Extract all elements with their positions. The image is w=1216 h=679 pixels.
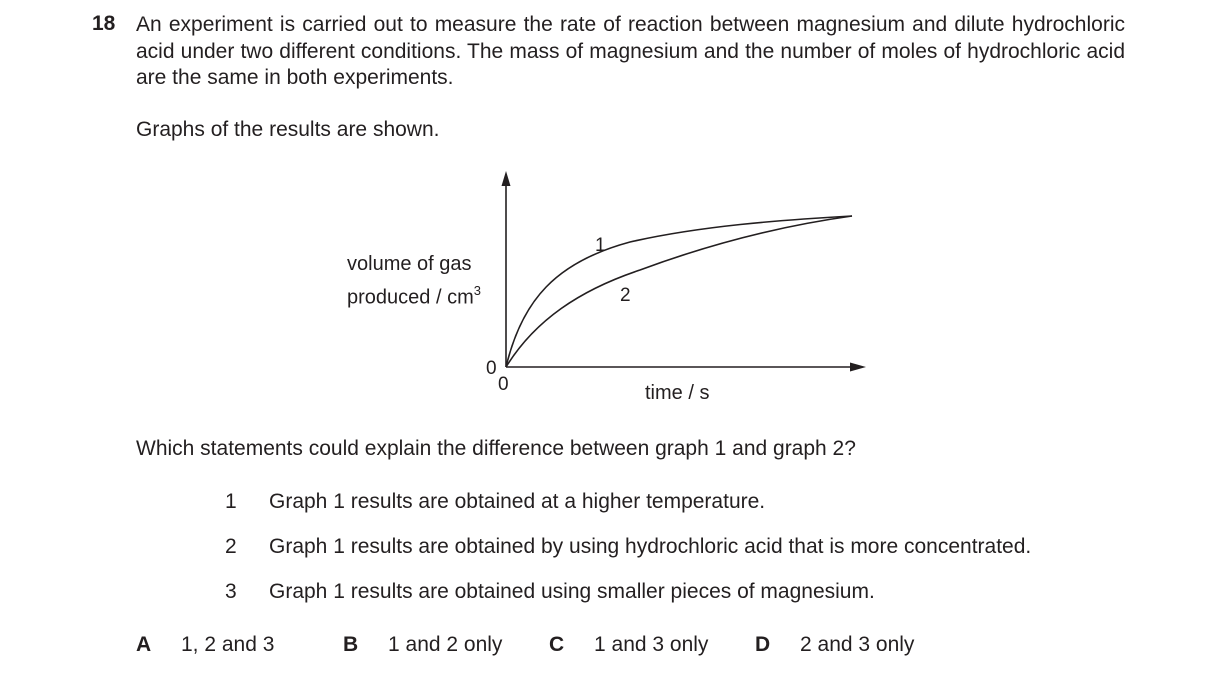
statement-number: 2 xyxy=(225,535,237,558)
question-number: 18 xyxy=(92,12,116,35)
option-b-letter[interactable]: B xyxy=(343,633,359,656)
x-axis-label: time / s xyxy=(645,382,710,404)
y-axis-label xyxy=(347,251,481,312)
statement-text: Graph 1 results are obtained using smaller pieces of magnesium. xyxy=(269,580,875,603)
curve-1-label: 1 xyxy=(595,235,606,256)
option-a-letter[interactable]: A xyxy=(136,633,152,656)
question-prompt: Which statements could explain the difference between graph 1 and graph 2? xyxy=(136,437,856,460)
y-origin-label: 0 xyxy=(486,358,497,379)
y-axis-arrowhead xyxy=(502,171,511,186)
curve-1 xyxy=(506,216,852,367)
option-d-letter[interactable]: D xyxy=(755,633,771,656)
option-a-text[interactable]: 1, 2 and 3 xyxy=(181,633,275,656)
x-axis-arrowhead xyxy=(850,363,866,372)
statement-text: Graph 1 results are obtained at a higher temperature. xyxy=(269,490,766,513)
question-stem: An experiment is carried out to measure the rate of reaction between magnesium and dilute hydrochloric acid under two different conditions. The mass of magnesium and the number of moles of hydrochloric acid are the same in both experiments. xyxy=(136,13,1125,89)
statement-text: Graph 1 results are obtained by using hydrochloric acid that is more concentrated. xyxy=(269,535,1032,558)
option-b-text[interactable]: 1 and 2 only xyxy=(388,633,503,656)
y-axis-label-line1: volume of gas xyxy=(347,253,472,275)
x-origin-label: 0 xyxy=(498,374,509,395)
option-d-text[interactable]: 2 and 3 only xyxy=(800,633,915,656)
option-c-letter[interactable]: C xyxy=(549,633,565,656)
y-axis-label-line2: produced / cm xyxy=(347,286,474,309)
option-c-text[interactable]: 1 and 3 only xyxy=(594,633,709,656)
statement-number: 3 xyxy=(225,580,237,603)
curve-2-label: 2 xyxy=(620,285,631,306)
y-axis-label-superscript: 3 xyxy=(473,283,481,298)
statement-number: 1 xyxy=(225,490,237,513)
curve-2 xyxy=(506,216,852,367)
graph-intro: Graphs of the results are shown. xyxy=(136,118,440,141)
